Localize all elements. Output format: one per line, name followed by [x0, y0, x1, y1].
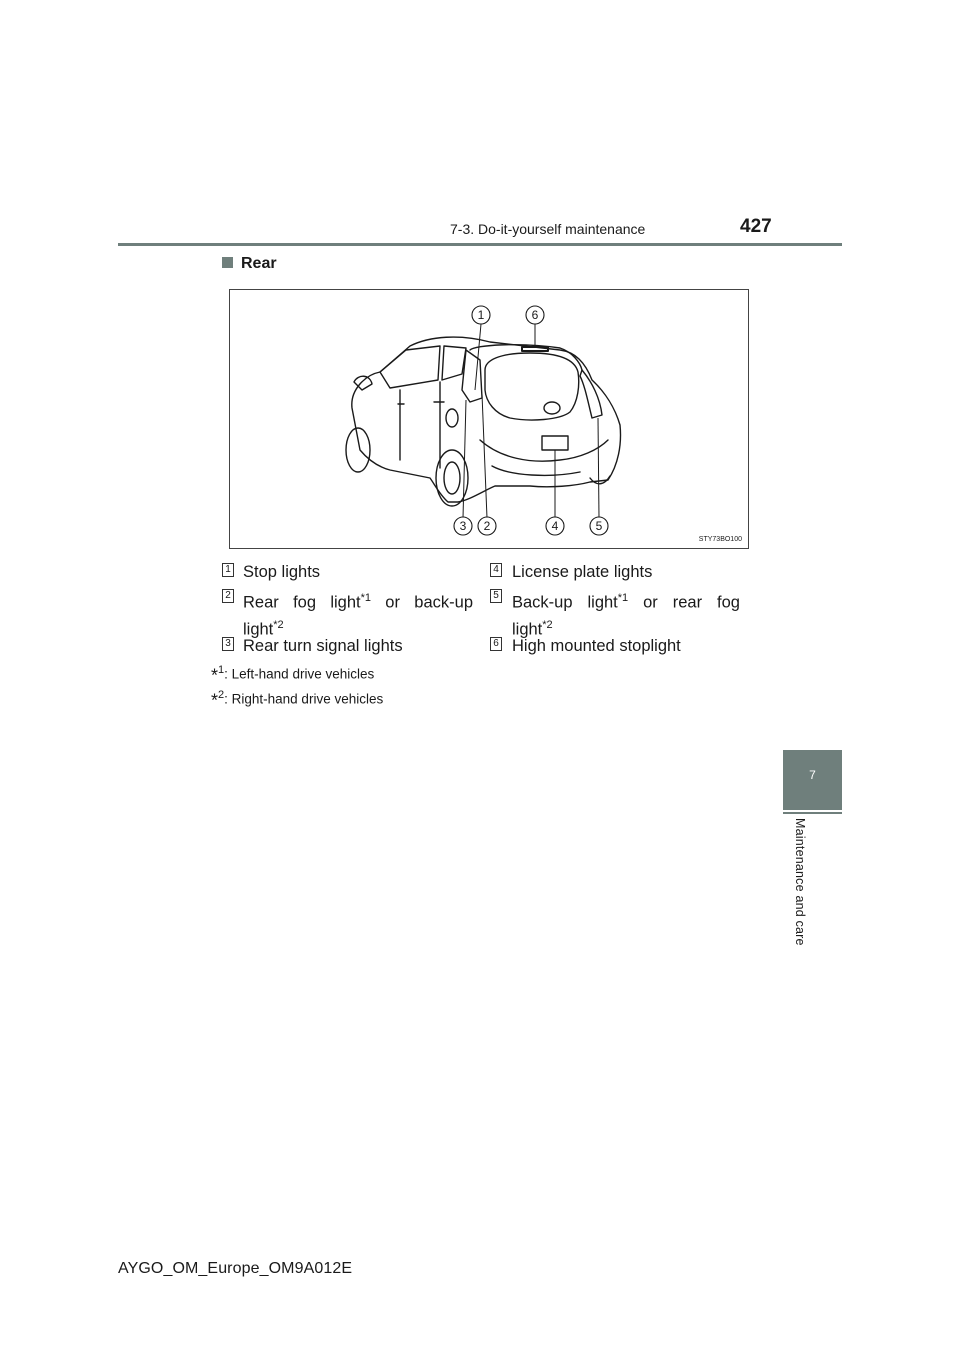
legend-number: 4 — [490, 563, 502, 577]
legend-text: or rear fog light — [512, 593, 740, 638]
legend-text: High mounted stoplight — [512, 637, 681, 655]
footnote-star: * — [211, 690, 219, 711]
legend-item — [512, 587, 740, 640]
legend-text: Rear fog light — [243, 593, 361, 612]
header-divider — [118, 243, 842, 246]
footnote-text: : Right-hand drive vehicles — [224, 691, 384, 707]
footnote — [211, 664, 374, 687]
footnote-mark: *2 — [273, 618, 284, 631]
footnote-text: : Left-hand drive vehicles — [224, 666, 375, 682]
footnote-mark: *2 — [542, 618, 553, 631]
callout-1: 1 — [477, 308, 485, 322]
footnote-mark: *1 — [360, 592, 371, 604]
figure-code: STY73BO100 — [698, 536, 742, 543]
callout-5: 5 — [595, 519, 603, 533]
chapter-tab-divider — [783, 812, 842, 814]
legend-text: or back-up light — [243, 593, 473, 638]
chapter-number: 7 — [809, 768, 816, 782]
legend-number: 1 — [222, 563, 234, 577]
legend-item — [512, 635, 740, 657]
legend-item — [512, 561, 740, 583]
legend-text: Rear turn signal lights — [243, 637, 403, 655]
square-bullet-icon — [222, 257, 233, 268]
legend-text: Stop lights — [243, 563, 321, 581]
legend-item — [243, 561, 473, 583]
legend-number: 3 — [222, 637, 234, 651]
callout-3: 3 — [459, 519, 467, 533]
chapter-label: Maintenance and care — [793, 818, 807, 946]
document-id: AYGO_OM_Europe_OM9A012E — [118, 1260, 353, 1277]
legend-text: License plate lights — [512, 563, 653, 581]
callout-4: 4 — [551, 519, 559, 533]
legend-number: 5 — [490, 589, 502, 603]
footnote-mark: *1 — [617, 592, 629, 604]
footnote-number: 1 — [218, 664, 225, 676]
legend-item — [243, 635, 473, 657]
chapter-tab — [783, 750, 842, 810]
heading-text: Rear — [241, 255, 277, 272]
footnote-number: 2 — [218, 689, 225, 701]
legend-number: 2 — [222, 589, 234, 603]
section-title: 7-3. Do-it-yourself maintenance — [450, 221, 646, 237]
rear-lights-figure — [229, 289, 749, 549]
callout-2: 2 — [483, 519, 491, 533]
legend-number: 6 — [490, 637, 502, 651]
footnote-star: * — [211, 665, 219, 686]
section-heading — [222, 255, 277, 273]
legend-item — [243, 587, 473, 640]
callout-6: 6 — [531, 308, 539, 322]
car-rear-illustration — [230, 290, 750, 550]
legend-text: Back-up light — [512, 593, 618, 612]
footnote — [211, 689, 383, 712]
page-number: 427 — [740, 216, 772, 237]
